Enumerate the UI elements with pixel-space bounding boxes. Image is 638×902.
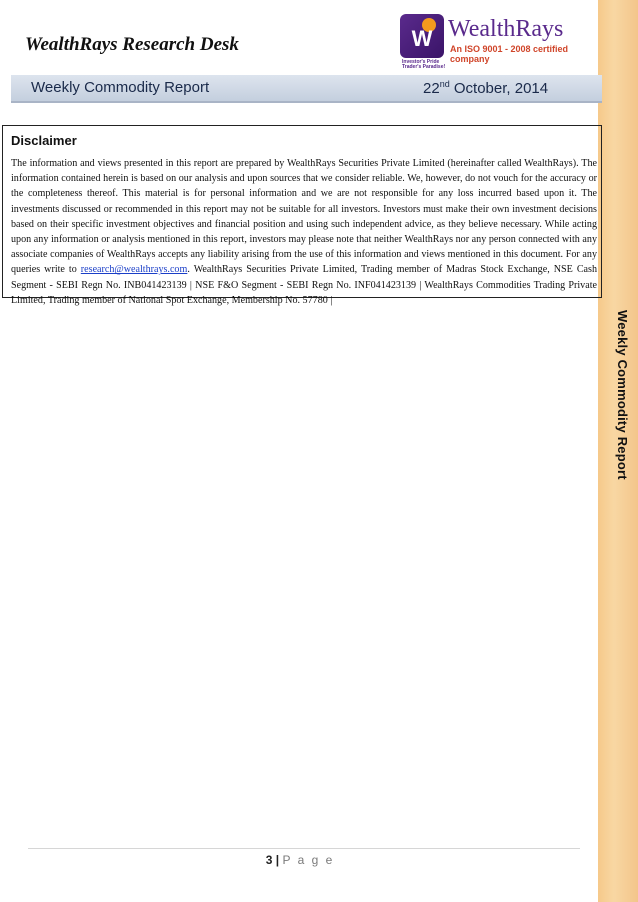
logo-iso-text: An ISO 9001 - 2008 certified company: [450, 44, 569, 64]
page-word: P a g e: [282, 853, 335, 867]
side-label: Weekly Commodity Report: [615, 310, 630, 480]
report-title: Weekly Commodity Report: [31, 79, 210, 96]
logo-tagline-1: Investor's Pride: [402, 59, 440, 65]
logo-w-letter: W: [411, 26, 433, 51]
logo-tagline-2: Trader's Paradise!: [402, 64, 446, 70]
footer-divider: [28, 848, 580, 849]
logo-name: WealthRays: [448, 16, 564, 42]
page-separator: |: [272, 853, 283, 867]
company-logo: [400, 14, 580, 70]
disclaimer-body: [11, 156, 597, 308]
page-number: 3: [265, 853, 273, 867]
email-link[interactable]: research@wealthrays.com: [80, 264, 188, 276]
brand-title: WealthRays Research Desk: [25, 34, 239, 55]
report-banner: [11, 75, 602, 103]
disclaimer-text-part-2: . WealthRays Securities Private Limited, Trading member of Madras Stock Exchange, NSE Cash Segment - SEBI Regn No. INB041423139 | NSE F&O Segment - SEBI Regn No. INF041423139 | WealthRays Commodities Trading Private Limited, Trading member of National Spot Exchange, Membership No. 57780 |: [11, 264, 598, 306]
date-suffix: nd: [439, 79, 450, 89]
page-footer: [0, 853, 600, 867]
date-day: 22: [423, 80, 440, 97]
date-rest: October, 2014: [449, 80, 549, 97]
disclaimer-box: [2, 125, 602, 306]
disclaimer-text-part-1: The information and views presented in this report are prepared by WealthRays Securities Private Limited (hereinafter called WealthRays). The information contained herein is based on our analysis and upon sources that we consider reliable. We, however, do not vouch for the accuracy or the completeness thereof. This material is for personal information and we are not responsible for any loss incurred based upon it. The investments discussed or recommended in this report may not be suitable for all investors. Investors must make their own investment decisions based on their specific investment objectives and financial position and using such independent advice, as they believe necessary. While acting upon any information or analysis mentioned in this report, investors may please note that neither WealthRays nor any person connected with any associate companies of WealthRays accepts any liability arising from the use of this information and views mentioned in this document. For any queries write to: [11, 158, 597, 276]
logo-mark-icon: [400, 14, 444, 58]
disclaimer-heading: Disclaimer: [11, 133, 77, 148]
report-date: [423, 79, 548, 97]
